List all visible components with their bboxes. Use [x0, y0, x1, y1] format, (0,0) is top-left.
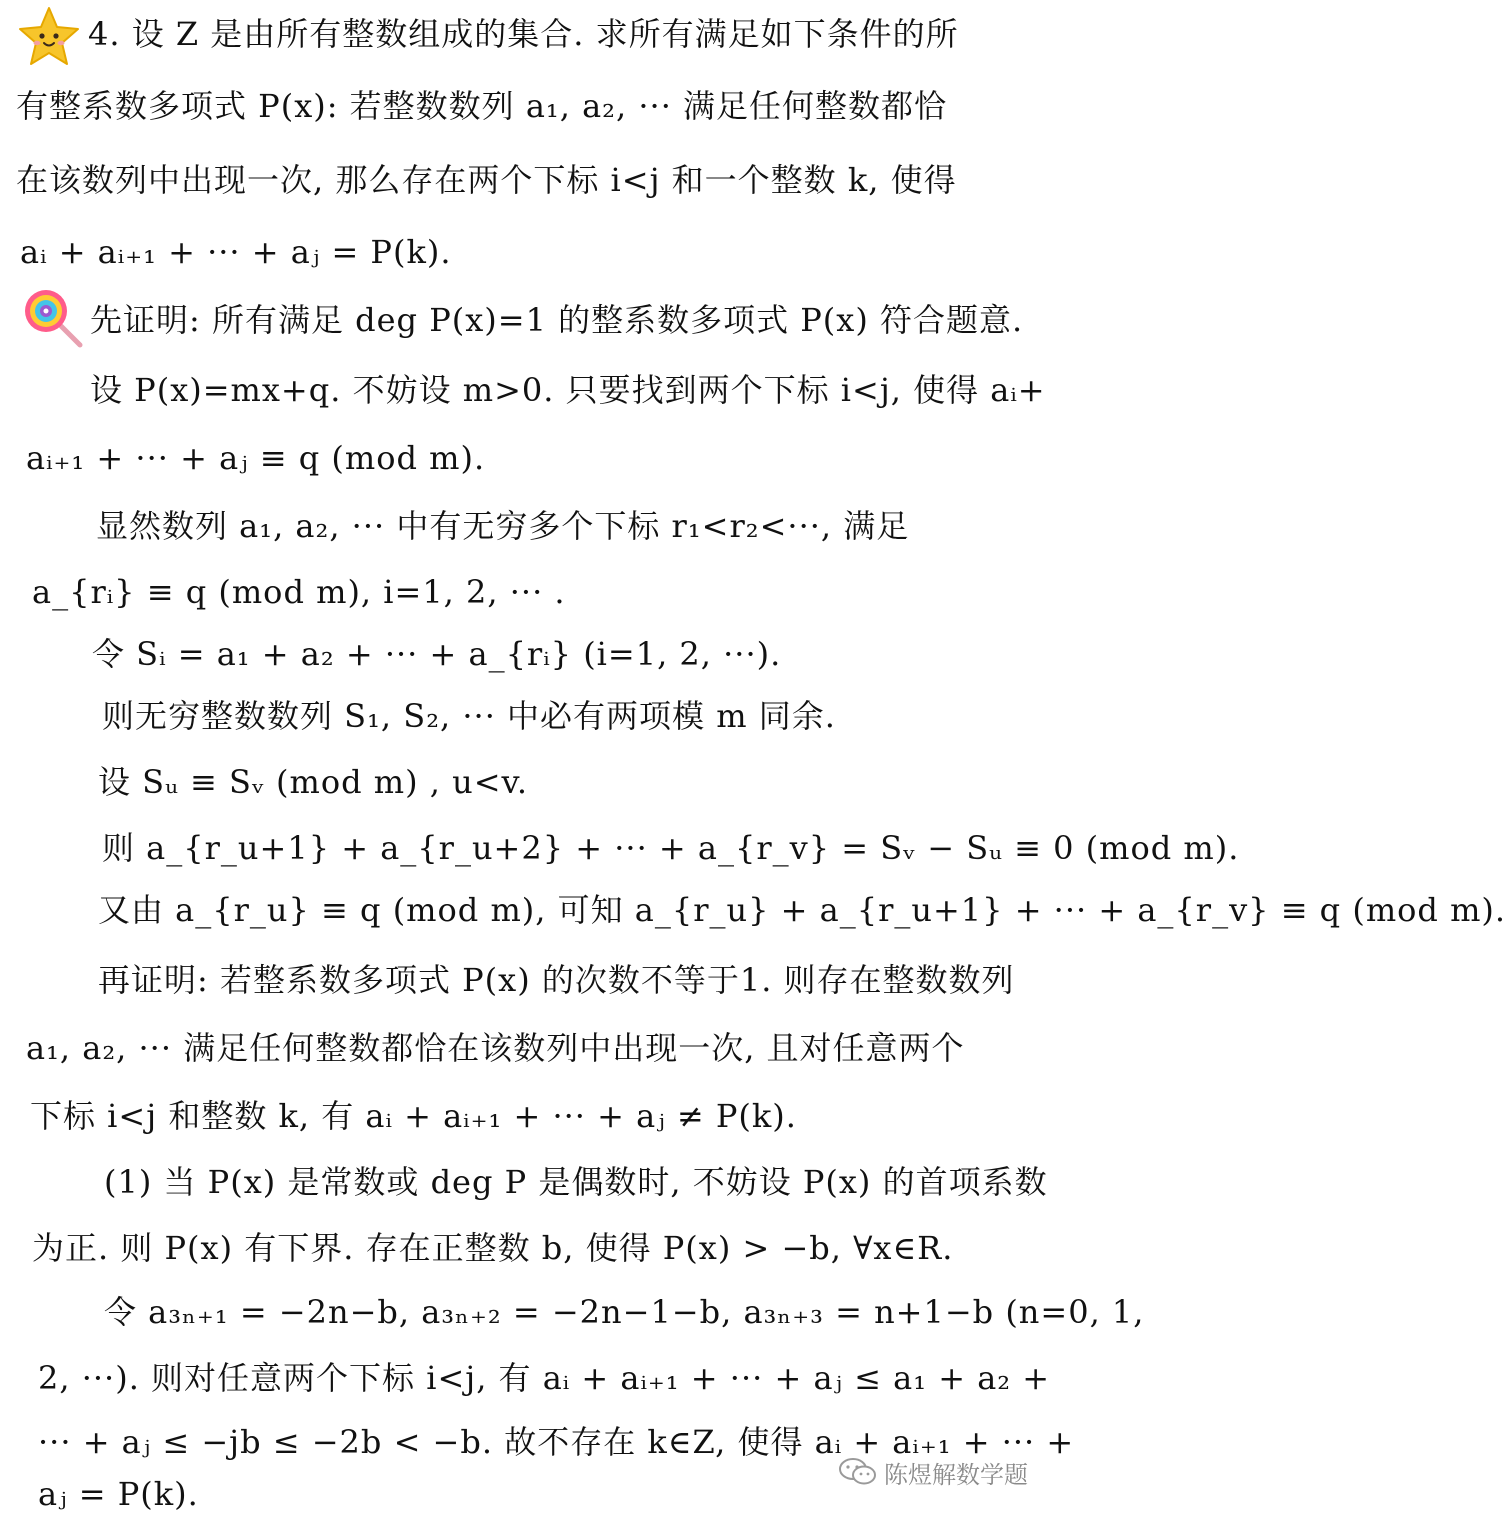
lollipop-icon — [22, 287, 84, 349]
proof-line-12: a₁, a₂, ··· 满足任何整数都恰在该数列中出现一次, 且对任意两个 — [26, 1029, 965, 1067]
wechat-icon — [838, 1456, 878, 1488]
proof-line-11: 再证明: 若整系数多项式 P(x) 的次数不等于1. 则存在整数数列 — [98, 961, 1015, 999]
proof-line-16: 令 a₃ₙ₊₁ = −2n−b, a₃ₙ₊₂ = −2n−1−b, a₃ₙ₊₃ = n+1−b (n=0, 1, — [104, 1293, 1145, 1331]
proof-line-13: 下标 i<j 和整数 k, 有 aᵢ + aᵢ₊₁ + ··· + aⱼ ≠ P(k). — [30, 1097, 797, 1135]
proof-line-14: (1) 当 P(x) 是常数或 deg P 是偶数时, 不妨设 P(x) 的首项系数 — [104, 1163, 1048, 1201]
problem-line-1: 4. 设 Z 是由所有整数组成的集合. 求所有满足如下条件的所 — [88, 15, 959, 53]
watermark — [838, 1452, 1028, 1492]
proof-line-18: ··· + aⱼ ≤ −jb ≤ −2b < −b. 故不存在 k∈Z, 使得 aᵢ + aᵢ₊₁ + ··· + — [38, 1423, 1075, 1461]
proof-line-1: 先证明: 所有满足 deg P(x)=1 的整系数多项式 P(x) 符合题意. — [90, 301, 1024, 339]
proof-line-17: 2, ···). 则对任意两个下标 i<j, 有 aᵢ + aᵢ₊₁ + ··· + aⱼ ≤ a₁ + a₂ + — [38, 1359, 1051, 1397]
proof-line-19: aⱼ = P(k). — [38, 1475, 199, 1513]
proof-line-4: 显然数列 a₁, a₂, ··· 中有无穷多个下标 r₁<r₂<···, 满足 — [96, 507, 910, 545]
problem-line-2: 有整系数多项式 P(x): 若整数数列 a₁, a₂, ··· 满足任何整数都恰 — [16, 87, 948, 125]
proof-line-15: 为正. 则 P(x) 有下界. 存在正整数 b, 使得 P(x) > −b, ∀x∈R. — [32, 1229, 954, 1267]
problem-line-4: aᵢ + aᵢ₊₁ + ··· + aⱼ = P(k). — [20, 233, 452, 271]
star-icon — [18, 6, 80, 66]
proof-line-3: aᵢ₊₁ + ··· + aⱼ ≡ q (mod m). — [26, 439, 486, 477]
proof-line-2: 设 P(x)=mx+q. 不妨设 m>0. 只要找到两个下标 i<j, 使得 aᵢ+ — [90, 371, 1046, 409]
problem-line-3: 在该数列中出现一次, 那么存在两个下标 i<j 和一个整数 k, 使得 — [16, 161, 957, 199]
proof-line-10: 又由 a_{r_u} ≡ q (mod m), 可知 a_{r_u} + a_{r_u+1} + ··· + a_{r_v} ≡ q (mod m). — [98, 891, 1506, 929]
proof-line-8: 设 Sᵤ ≡ Sᵥ (mod m) , u<v. — [98, 763, 529, 801]
proof-line-7: 则无穷整数数列 S₁, S₂, ··· 中必有两项模 m 同余. — [102, 697, 836, 735]
proof-line-5: a_{rᵢ} ≡ q (mod m), i=1, 2, ··· . — [32, 573, 566, 611]
proof-line-9: 则 a_{r_u+1} + a_{r_u+2} + ··· + a_{r_v} = Sᵥ − Sᵤ ≡ 0 (mod m). — [102, 829, 1240, 867]
watermark-text: 陈煜解数学题 — [884, 1460, 1028, 1489]
proof-line-6: 令 Sᵢ = a₁ + a₂ + ··· + a_{rᵢ} (i=1, 2, ···). — [92, 635, 782, 673]
